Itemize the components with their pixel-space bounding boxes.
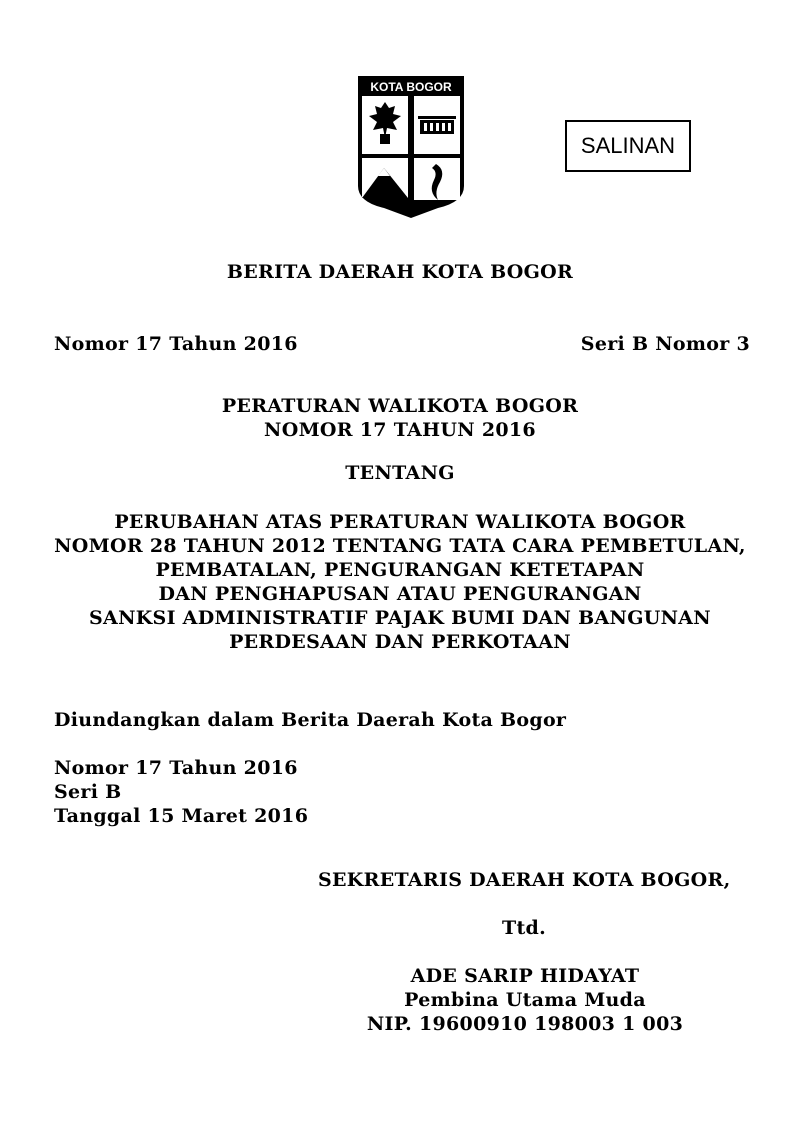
promulgation-date: Tanggal 15 Maret 2016 [54, 805, 309, 827]
copy-stamp: SALINAN [565, 120, 691, 172]
signatory-rank: Pembina Utama Muda [404, 989, 646, 1011]
promulgation-statement: Diundangkan dalam Berita Daerah Kota Bogor [54, 709, 567, 731]
gazette-number: Nomor 17 Tahun 2016 [54, 333, 298, 355]
signatory-nip: NIP. 19600910 198003 1 003 [366, 1013, 684, 1035]
regulation-subject [0, 510, 800, 654]
regulation-title-line: PERATURAN WALIKOTA BOGOR [221, 395, 579, 417]
signed-mark: Ttd. [502, 917, 547, 939]
subject-line: SANKSI ADMINISTRATIF PAJAK BUMI DAN BANGUNAN [89, 607, 711, 629]
kota-bogor-coat-of-arms [354, 74, 468, 220]
subject-line: DAN PENGHAPUSAN ATAU PENGURANGAN [158, 583, 642, 605]
signatory-block [345, 964, 705, 1036]
regulation-number-line: NOMOR 17 TAHUN 2016 [264, 419, 536, 441]
regulation-title [0, 394, 800, 442]
subject-line: PERDESAAN DAN PERKOTAAN [229, 631, 571, 653]
subject-line: NOMOR 28 TAHUN 2012 TENTANG TATA CARA PEMBETULAN, [54, 535, 746, 557]
subject-line: PEMBATALAN, PENGURANGAN KETETAPAN [155, 559, 645, 581]
logo-label: KOTA BOGOR [370, 80, 452, 94]
promulgation-series: Seri B [54, 781, 122, 803]
about-label: TENTANG [345, 462, 455, 484]
document-heading: BERITA DAERAH KOTA BOGOR [226, 261, 574, 283]
signatory-office: SEKRETARIS DAERAH KOTA BOGOR, [318, 869, 731, 891]
signatory-name: ADE SARIP HIDAYAT [410, 965, 640, 987]
subject-line: PERUBAHAN ATAS PERATURAN WALIKOTA BOGOR [114, 511, 686, 533]
promulgation-number: Nomor 17 Tahun 2016 [54, 757, 298, 779]
gazette-series: Seri B Nomor 3 [580, 333, 750, 355]
promulgation-details [54, 756, 308, 828]
